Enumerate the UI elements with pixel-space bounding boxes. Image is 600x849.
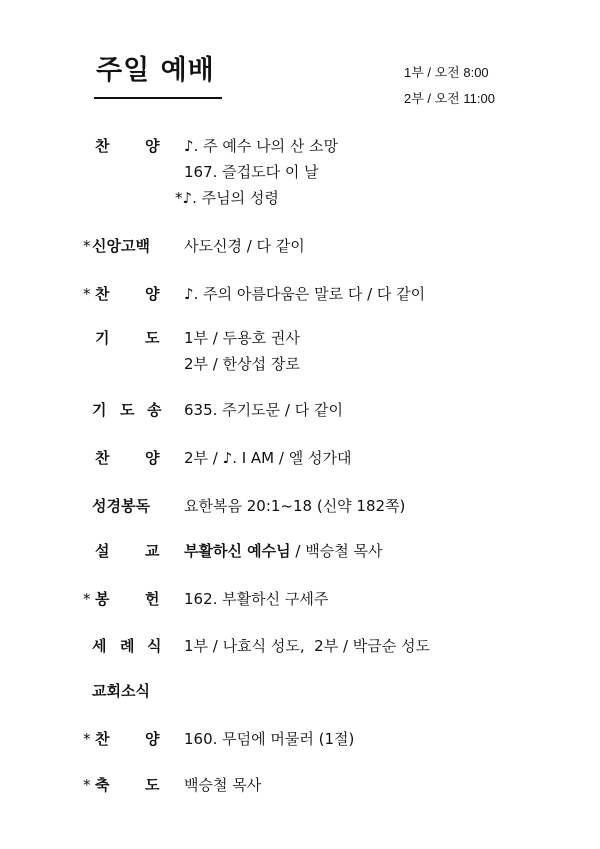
label-char: 도 [145,329,160,347]
label-char: 기 [92,401,107,419]
order-content [184,727,354,751]
standing-mark: * [83,285,91,303]
label-char: 도 [120,401,135,419]
service-time-first: 1부 / 오전 8:00 [404,65,489,80]
label-char: 설 [95,542,110,560]
content-line: 160. 무덤에 머물러 (1절) [184,730,355,748]
title-underline [94,97,222,99]
order-content [184,234,305,258]
content-line: 635. 주기도문 / 다 같이 [184,401,343,419]
order-content [184,446,351,470]
content-line: 백승철 목사 [184,776,262,794]
content-line: ♪. 주의 아름다움은 말로 다 / 다 같이 [184,285,426,303]
label-char: 찬 [95,449,110,467]
order-content [184,326,300,376]
content-line: *♪. 주님의 성령 [175,189,279,207]
order-content [175,134,339,210]
label-char: 양 [145,730,160,748]
label-char: 성경봉독 [92,497,150,515]
content-line: 사도신경 / 다 같이 [184,237,305,255]
order-content [184,398,343,422]
label-char: 세 [92,637,107,655]
label-char: 봉 [95,590,110,608]
label-char: 례 [120,637,135,655]
service-time-second: 2부 / 오전 11:00 [404,91,495,106]
label-char: 송 [147,401,162,419]
order-content [184,773,261,797]
label-char: 교회소식 [92,682,150,700]
sermon-title: 부활하신 예수님 [184,542,291,560]
standing-mark: * [83,590,91,608]
label-char: 찬 [95,730,110,748]
content-line: 2부 / 한상섭 장로 [184,355,300,373]
label-char: 양 [145,449,160,467]
standing-mark: * [83,237,91,255]
content-line: 요한복음 20:1~18 (신약 182쪽) [184,497,406,515]
label-char: 찬 [95,285,110,303]
content-line: 1부 / 나효식 성도, 2부 / 박금순 성도 [184,637,430,655]
content-line: 167. 즐겁도다 이 날 [184,163,319,181]
label-char: 기 [95,329,110,347]
label-char: 찬 [95,137,110,155]
standing-mark: * [83,730,91,748]
label-char: 헌 [145,590,160,608]
label-char: 식 [147,637,162,655]
order-content [184,587,328,611]
content-line: 1부 / 두용호 권사 [184,329,300,347]
label-char: 양 [145,137,160,155]
content-line: ♪. 주 예수 나의 산 소망 [184,137,339,155]
content-line: 162. 부활하신 구세주 [184,590,329,608]
label-char: 교 [145,542,160,560]
standing-mark: * [83,776,91,794]
order-content [184,494,405,518]
content-line: 2부 / ♪. I AM / 엘 성가대 [184,449,352,467]
page-title: 주일 예배 [96,55,215,86]
sermon-preacher: / 백승철 목사 [290,542,383,560]
order-content [184,634,430,658]
order-content [184,282,425,306]
service-times [404,60,495,112]
label-char: 신앙고백 [92,237,150,255]
content-line [184,539,382,563]
label-char: 도 [145,776,160,794]
order-content [184,539,382,563]
label-char: 양 [145,285,160,303]
label-char: 축 [95,776,110,794]
